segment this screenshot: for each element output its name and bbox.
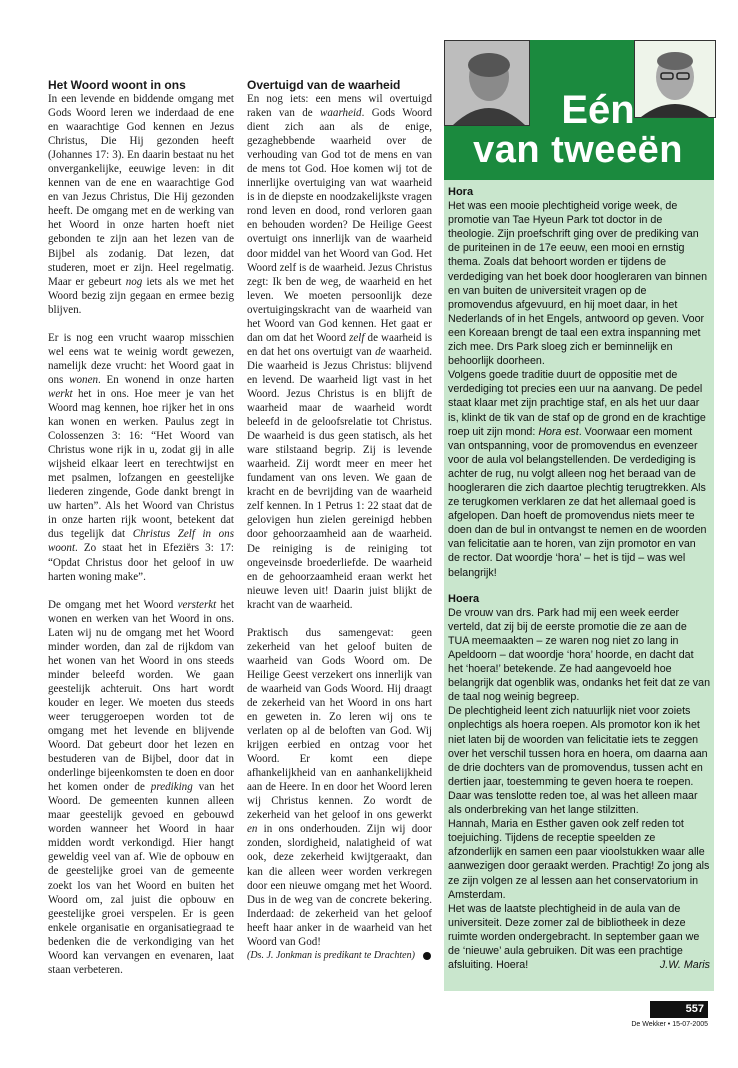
paragraph: In een levende en biddende omgang met Gods Woord leren we inderdaad de ene en waarachtige God kennen en Jezus Christus, Die Hij gezonden heeft (Johannes 17: 3). En daarin bestaat nu het onvergankelijke, eeuwige leven: in dit kennen van de ene en waarachtige God en van Jezus Christus, Die Hij gezonden heeft. De omgang met en de werking van het Woord in onze harten hoeft niet gebonden te zijn aan het lezen van de Bijbel als zodanig. Dat lezen, dat studeren, moet er zijn. Heel regelmatig. Maar er gebeurt nog iets als we met het Woord bezig zijn gegaan en ermee bezig blijven.: [48, 93, 234, 316]
end-bullet-icon: [423, 952, 431, 960]
sidebar-paragraph: Het was een mooie plechtigheid vorige week, de promotie van Tae Hyeun Park tot doctor in de theologie. Zijn proefschrift ging over de prediking van de puriteinen in de 17e eeuw, een mooi en ernstig thema. Zoals dat behoort worden er tijdens de verdediging van het boek door hoogleraren van binnen en van buiten de universiteit vragen op de promovendus afgevuurd, en hij moet daar, in het Nederlands of in het Engels, antwoord op geven. Voor een Koreaan brengt de taal een extra inspanning met zich mee. Drs Park sloeg zich er beminnelijk en behoorlijk doorheen.: [448, 200, 708, 368]
sidebar-heading-hora: Hora: [448, 186, 474, 198]
column-banner: [444, 40, 714, 180]
article-column-2: [247, 78, 432, 963]
author-signature: J.W. Maris: [659, 959, 710, 972]
article-column-1: [48, 78, 234, 977]
banner-title-line-2: van tweeën: [473, 129, 683, 171]
author-credit: (Ds. J. Jonkman is predikant te Drachten): [247, 949, 432, 963]
sidebar-text: [448, 185, 710, 972]
paragraph: Er is nog een vrucht waarop misschien wel eens wat te weinig wordt gewezen, namelijk deze vrucht: het Woord gaat in ons wonen. En wonend in onze harten werkt het in ons. Hoe meer je van het Woord mag kennen, hoe rijker het in ons kan wonen en werken. Paulus zegt in Colossenzen 3: 16: “Het Woord van Christus wone rijk in u, zodat gij in alle wijsheid elkaar leert en terechtwijst en met psalmen, lofzangen en geestelijke liederen zingende, Gode dankt brengt in uw harten”. Als het Woord van Christus in onze harten rijk woont, betekent dat dus tegelijk dat Christus Zelf in ons woont. Zo staat het in Efeziërs 3: 17: “Opdat Christus door het geloof in uw harten woning make”.: [48, 331, 234, 583]
sidebar-paragraph: De plechtigheid leent zich natuurlijk niet voor zoiets onplechtigs als hoera roepen. Als promotor kon ik het niet laten bij de woorden van felicitatie iets te zeggen over het verschil tussen hora en hoera, om daarna aan de drie dochters van de promovendus, tussen acht en dertien jaar, toestemming te geven hoera te roepen. Daar was tenslotte reden toe, al was het alleen maar als onderbreking van het lange stilzitten.: [448, 705, 708, 817]
paragraph: En nog iets: een mens wil overtuigd raken van de waarheid. Gods Woord dient zich aan als de enige, gezaghebbende waarheid over de verhouding van God tot de mens en van de mens tot God. Hoe komen wij tot de innerlijke overtuiging van wat waarheid is in de diepste en noodzakelijkste vragen rond leven en dood, rond verloren gaan en behouden worden? De Heilige Geest overtuigt ons innerlijk van de waarheid door middel van het Woord van God. Het Woord zelf is de waarheid. Jezus Christus zegt: Ik ben de weg, de waarheid en het leven. We moeten persoonlijk deze overtuigingskracht van de waarheid van het Woord van God kennen. Het gaat er dan om dat het Woord zelf de waarheid is en dat het ons overtuigt van de waarheid. Die waarheid is Jezus Christus: blijvend en levend. De waarheid ligt vast in het Woord. Jezus Christus is en blijft de waarheid maar de waarheid wordt beleefd in de geloofsrelatie tot Christus. De waarheid is dus geen statisch, als het ware stilstaand begrip. Zij is levende waarheid. Zij wordt meer en meer het fundament van ons leven. We gaan de kracht en de bevrijding van de waarheid zelf kennen. In 1 Petrus 1: 22 staat dat de gelovigen hun zielen gereinigd hebben door gehoorzaamheid aan de waarheid. De reiniging is de reiniging tot ongeveinsde broederliefde. De waarheid en de gehoorzaamheid eraan werkt het nieuwe leven uit! Daarin juist blijkt de kracht van de waarheid.: [247, 93, 433, 611]
sidebar-paragraph: De vrouw van drs. Park had mij een week eerder verteld, dat zij bij de eerste promotie die ze aan de TUA meemaakten – ze waren nog niet zo lang in Apeldoorn – dat woordje ‘hora’ hoorde, en dacht dat het ‘hoera!’ betekende. Ze had aangevoeld hoe belangrijk dat ogenblik was, ondanks het feit dat ze van de taal nog weinig begreep.: [448, 606, 711, 704]
section-heading-woord-woont: Het Woord woont in ons: [48, 78, 186, 92]
banner-title: [468, 90, 688, 170]
sidebar-paragraph: Het was de laatste plechtigheid in de aula van de universiteit. Deze zomer zal de bibliotheek in deze ruimte worden ondergebracht. In september gaan we de ‘nieuwe’ aula gebruiken. Dit was een prachtige afsluiting. Hoera! J.W. Maris: [448, 902, 710, 972]
sidebar-paragraph: Hannah, Maria en Esther gaven ook zelf reden tot toejuiching. Tijdens de receptie speelden ze afzonderlijk en samen een paar vioolstukken waar alle aanwezigen door geraakt werden. Prachtig! Zo jong als ze zijn volgen ze al lessen aan het conservatorium in Amsterdam.: [448, 818, 710, 901]
publication-footer: De Wekker • 15-07-2005: [631, 1021, 708, 1028]
section-heading-overtuigd: Overtuigd van de waarheid: [247, 78, 401, 92]
sidebar-paragraph: Volgens goede traditie duurt de oppositie met de verdediging tot precies een uur na aanvang. De pedel staat klaar met zijn prachtige staf, en als het uur daar is, klinkt de tik van de staf op de grond en de krachtige roep uit zijn mond: Hora est. Voorwaar een moment van ontspanning, voor de promovendus en evenzeer voor de aula vol belangstellenden. De verdediging is achter de rug, nu volgt alleen nog het beraad van de hoogleraren die zich daartoe plechtig terugtrekken. Als ze terugkomen verklaren ze dat het allemaal goed is afgelopen. Dan hoeft de promovendus niets meer te doen dan de bul in ontvangst te nemen en de woorden van felicitatie aan te horen, van zijn promotor en van de rector. Dat woordje ‘hora’ – het is tijd – was wel belangrijk!: [448, 369, 707, 579]
banner-title-line-1: Eén: [561, 88, 635, 132]
sidebar-heading-hoera: Hoera: [448, 592, 480, 605]
paragraph: De omgang met het Woord versterkt het wonen en werken van het Woord in ons. Laten wij nu de omgang met het Woord minder worden, dan zal de rijkdom van het wonen van het Woord in ons steeds minder beleefd worden. We gaan geestelijk achteruit. Ons hart wordt kouder en leger. We moeten dus steeds weer teruggeroepen worden tot de omgang met het levende en blijvende Woord. Dat gebeurt door het lezen en bestuderen van de Bijbel, door dat in onderlinge bijeenkomsten te doen en door het komen onder de prediking van het Woord. De gemeenten kunnen alleen maar geestelijk gevoed en gebouwd worden wanneer het Woord in haar midden wordt verkondigd. Hier hangt geweldig veel van af. Wie de opbouw en de geestelijke groei van de gemeente zoekt los van het Woord en buiten het Woord om, zal juist die opbouw en geestelijke groei verspelen. Er is geen enkele organisatie en organisatiegraad te bedenken die de verkondiging van het Woord kan vervangen en evenaren, laat staan verbeteren.: [48, 598, 235, 976]
page-number: 557: [650, 1001, 708, 1018]
paragraph: Praktisch dus samengevat: geen zekerheid van het geloof buiten de waarheid van Gods Woord om. De Heilige Geest verzekert ons innerlijk van de waarheid van Gods Woord. Hij draagt de zekerheid van het Woord in ons hart en geweten in. Zo leren wij ons te verlaten op al de beloften van God. Wij krijgen eerbied en ontzag voor het Woord. Er komt een diepe afhankelijkheid van en aanhankelijkheid aan de Heere. In en door het Woord leren wij Christus kennen. Zo wordt de zekerheid van het geloof in ons gewerkt en in ons onderhouden. Zijn wij door zonden, slordigheid, nalatigheid of wat ook, deze zekerheid kwijtgeraakt, dan kan die alleen weer worden verkregen door een nieuwe omgang met het Woord. Dus in de weg van de concrete bekering. Inderdaad: de zekerheid van het geloof heeft haar anker in de waarheid van het Woord van God!: [247, 626, 432, 948]
